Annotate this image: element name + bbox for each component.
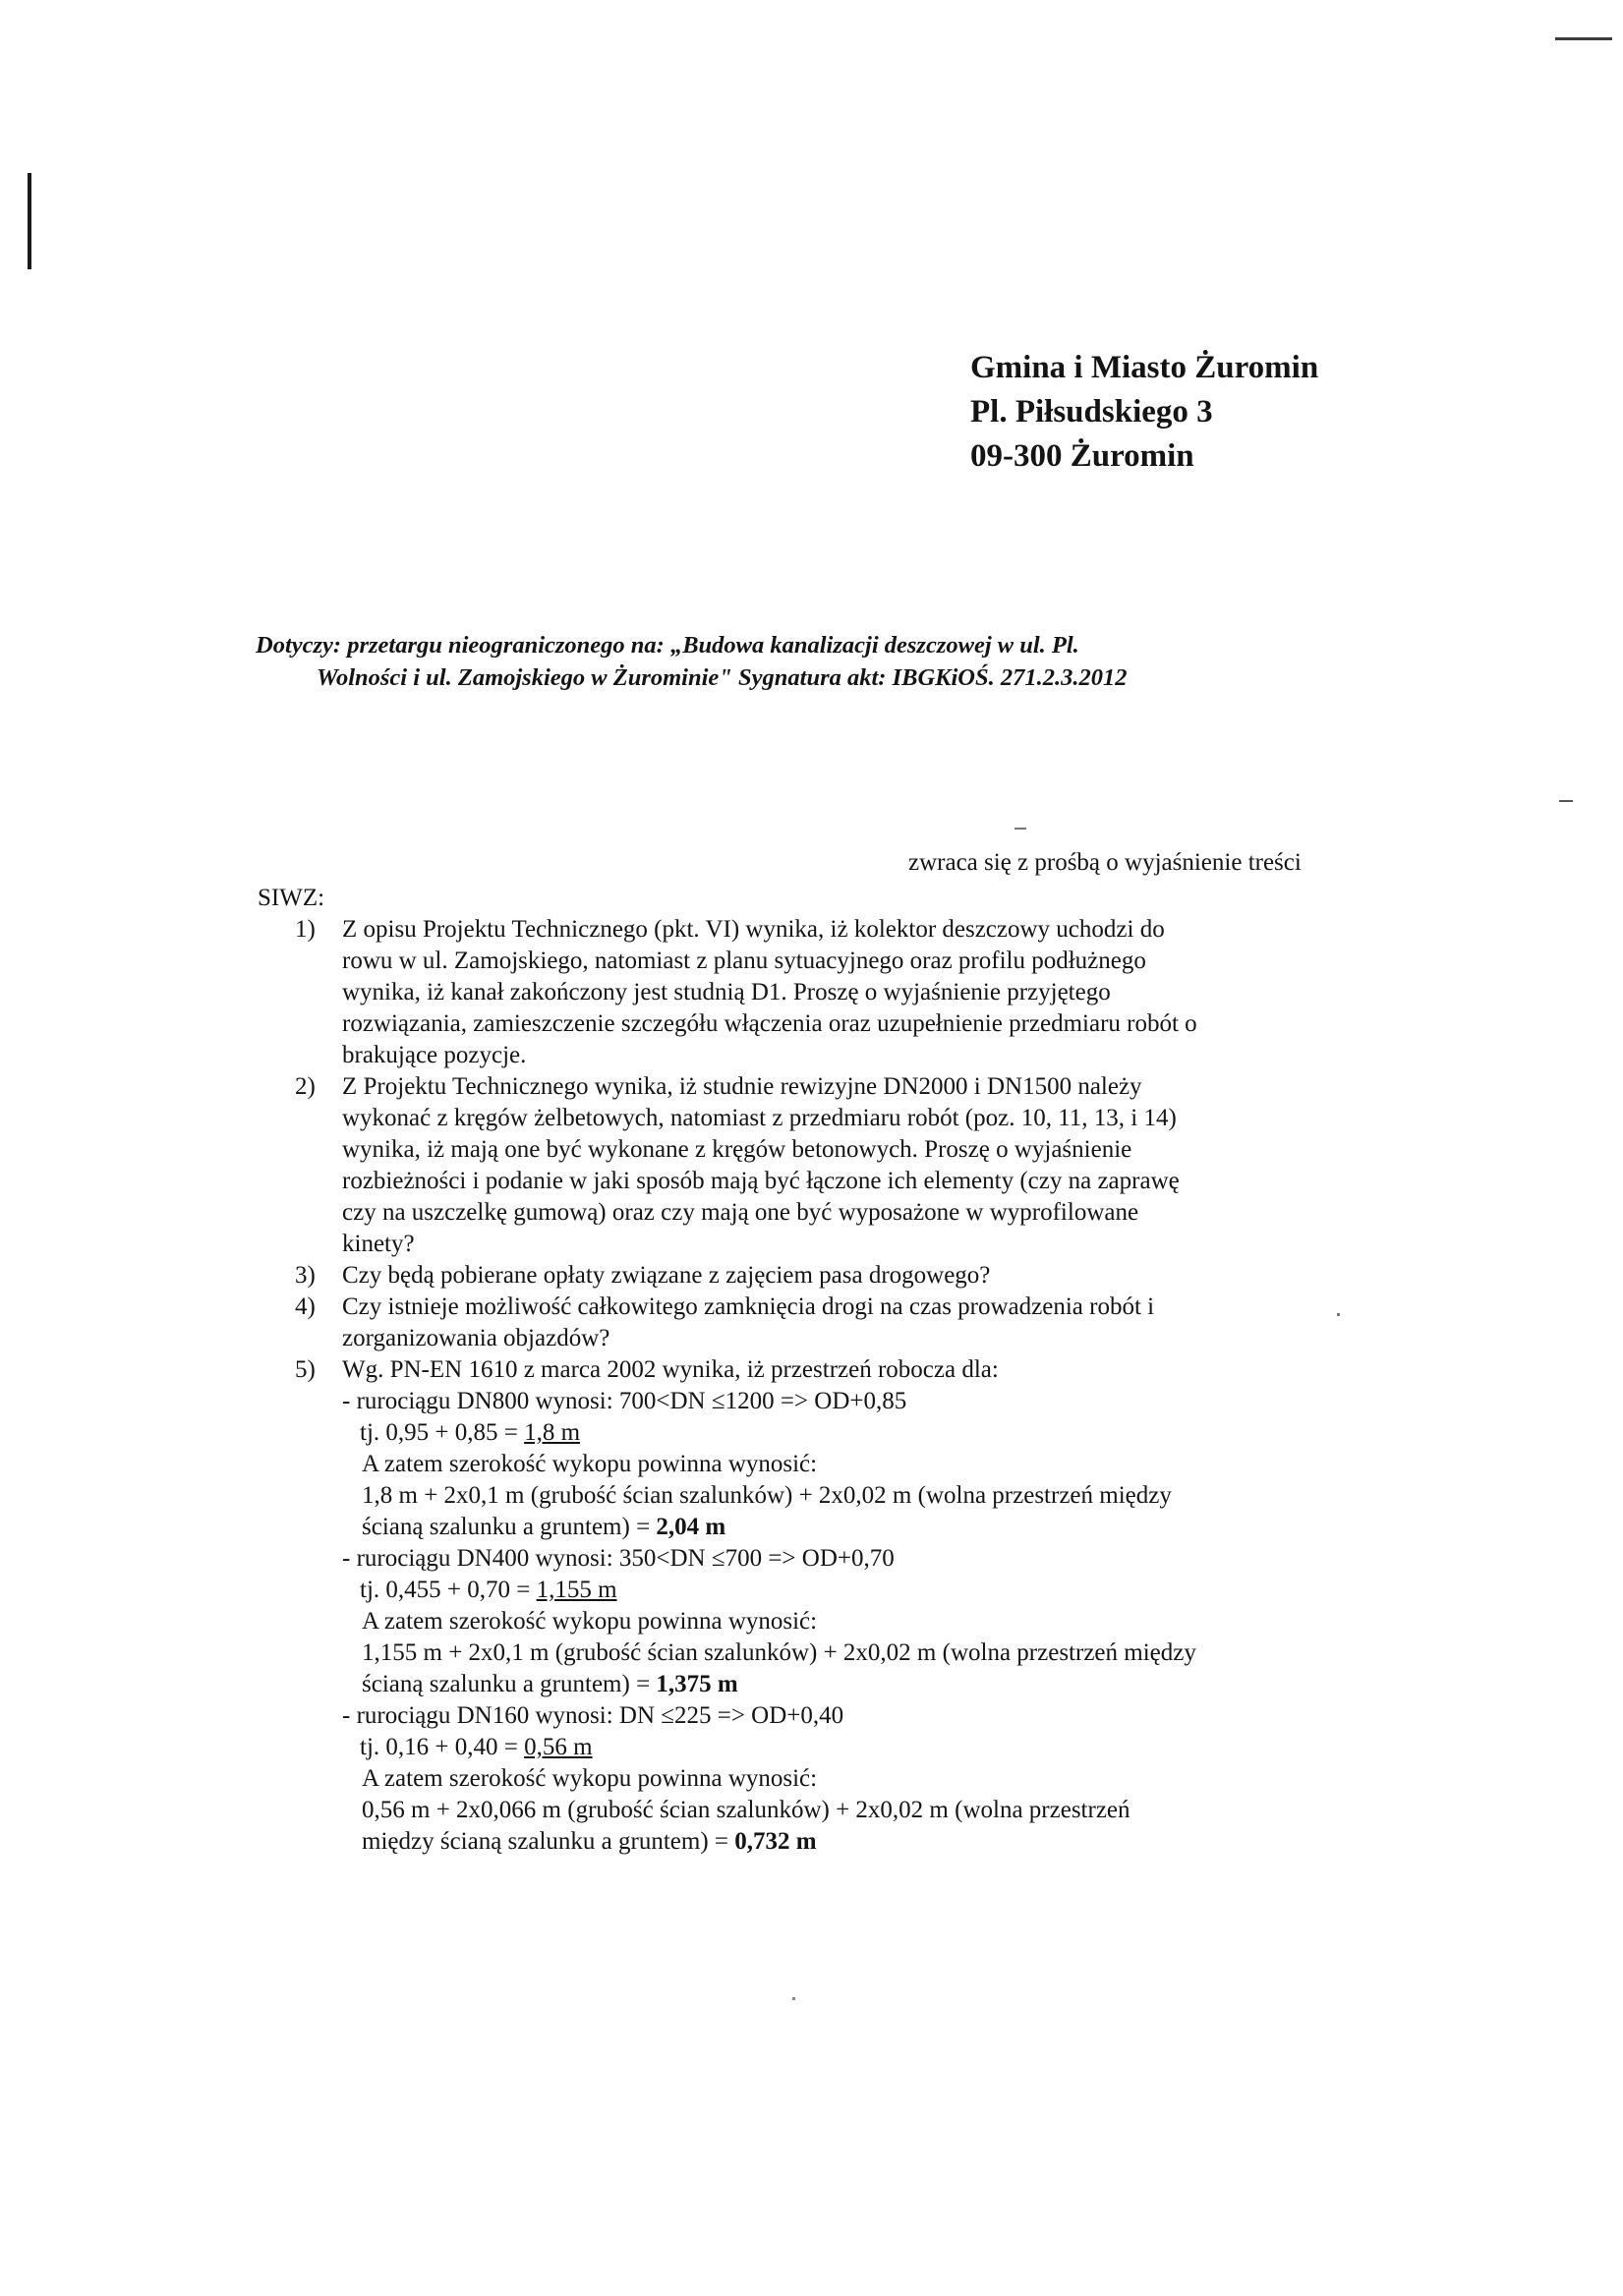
width-label: A zatem szerokość wykopu powinna wynosić: [362, 1608, 818, 1635]
calc-result: 1,155 m [536, 1577, 617, 1603]
calc-prefix: tj. 0,455 + 0,70 = [360, 1577, 537, 1603]
formula-line: 0,56 m + 2x0,066 m (grubość ścian szalunków) + 2x0,02 m (wolna przestrzeń [362, 1797, 1130, 1823]
question-line: Z Projektu Technicznego wynika, iż studnie rewizyjne DN2000 i DN1500 należy [342, 1073, 1142, 1100]
question-number: 5) [295, 1356, 316, 1383]
question-number: 2) [295, 1073, 316, 1100]
subject-line-2: Wolności i ul. Zamojskiego w Żurominie" Sygnatura akt: IBGKiOŚ. 271.2.3.2012 [317, 664, 1128, 691]
addressee-name: Gmina i Miasto Żuromin [970, 350, 1319, 385]
scan-artifact-top-right [1555, 37, 1612, 40]
question-number: 3) [295, 1262, 316, 1289]
pipe-dn160-block [342, 1700, 1401, 1858]
questions-list [285, 914, 1401, 1858]
question-line: rozwiązania, zamieszczenie szczegółu włączenia oraz uzupełnienie przedmiaru robót o [342, 1010, 1197, 1037]
intro-text: zwraca się z prośbą o wyjaśnienie treści [908, 849, 1302, 876]
question-item [285, 1292, 1401, 1354]
question-line: zorganizowania objazdów? [342, 1325, 610, 1351]
question-line: Wg. PN-EN 1610 z marca 2002 wynika, iż przestrzeń robocza dla: [342, 1356, 999, 1383]
formula-line [342, 1826, 1401, 1858]
addressee-block [970, 346, 1318, 479]
formula-prefix: między ścianą szalunku a gruntem) = [362, 1828, 735, 1855]
pipe-calc [342, 1417, 1401, 1449]
question-number: 1) [295, 916, 316, 943]
pipe-range: - rurociągu DN800 wynosi: 700<DN ≤1200 => OD+0,85 [342, 1388, 907, 1414]
question-item [285, 1071, 1401, 1260]
formula-line [342, 1669, 1401, 1700]
pipe-calc [342, 1732, 1401, 1763]
question-line: wynika, iż mają one być wykonane z kręgów betonowych. Proszę o wyjaśnienie [342, 1136, 1132, 1163]
width-label: A zatem szerokość wykopu powinna wynosić: [362, 1765, 818, 1792]
question-line: kinety? [342, 1231, 415, 1257]
addressee-street: Pl. Piłsudskiego 3 [970, 394, 1213, 430]
scan-artifact-left-bar [28, 173, 31, 269]
subject-block [256, 629, 1396, 694]
calc-prefix: tj. 0,16 + 0,40 = [360, 1734, 525, 1760]
pipe-dn400-block [342, 1543, 1401, 1700]
subject-line-1: Dotyczy: przetargu nieograniczonego na: „Budowa kanalizacji deszczowej w ul. Pl. [256, 632, 1079, 659]
formula-prefix: ścianą szalunku a gruntem) = [362, 1671, 657, 1697]
formula-line [342, 1512, 1401, 1543]
scan-artifact-speck [1014, 828, 1026, 830]
question-line: rozbieżności i podanie w jaki sposób mają być łączone ich elementy (czy na zaprawę [342, 1168, 1180, 1194]
calc-result: 1,8 m [524, 1419, 581, 1446]
width-label: A zatem szerokość wykopu powinna wynosić: [362, 1451, 818, 1477]
formula-result: 0,732 m [734, 1828, 817, 1855]
scan-artifact-speck [1559, 800, 1573, 802]
question-line: wykonać z kręgów żelbetowych, natomiast z przedmiaru robót (poz. 10, 11, 13, i 14) [342, 1105, 1177, 1131]
question-line: rowu w ul. Zamojskiego, natomiast z planu sytuacyjnego oraz profilu podłużnego [342, 947, 1146, 974]
formula-line: 1,8 m + 2x0,1 m (grubość ścian szalunków) + 2x0,02 m (wolna przestrzeń między [362, 1482, 1172, 1509]
formula-prefix: ścianą szalunku a gruntem) = [362, 1514, 657, 1540]
calc-prefix: tj. 0,95 + 0,85 = [360, 1419, 525, 1446]
question-item [285, 914, 1401, 1071]
pipe-calc [342, 1575, 1401, 1606]
question-item [285, 1260, 1401, 1292]
question-line: brakujące pozycje. [342, 1042, 527, 1068]
scan-artifact-speck [792, 1997, 795, 2000]
formula-result: 1,375 m [656, 1671, 738, 1697]
question-line: Z opisu Projektu Technicznego (pkt. VI) wynika, iż kolektor deszczowy uchodzi do [342, 916, 1165, 943]
question-line: czy na uszczelkę gumową) oraz czy mają one być wyposażone w wyprofilowane [342, 1199, 1139, 1226]
pipe-dn800-block [342, 1386, 1401, 1543]
formula-line: 1,155 m + 2x0,1 m (grubość ścian szalunków) + 2x0,02 m (wolna przestrzeń między [362, 1639, 1196, 1666]
formula-result: 2,04 m [656, 1514, 726, 1540]
pipe-range: - rurociągu DN160 wynosi: DN ≤225 => OD+0,40 [342, 1702, 844, 1729]
question-line: Czy będą pobierane opłaty związane z zajęciem pasa drogowego? [342, 1262, 991, 1289]
question-line: wynika, iż kanał zakończony jest studnią D1. Proszę o wyjaśnienie przyjętego [342, 979, 1111, 1005]
addressee-postal: 09-300 Żuromin [970, 438, 1194, 474]
question-item-5 [285, 1354, 1401, 1858]
pipe-range: - rurociągu DN400 wynosi: 350<DN ≤700 => OD+0,70 [342, 1545, 895, 1572]
question-number: 4) [295, 1293, 316, 1320]
calc-result: 0,56 m [524, 1734, 593, 1760]
siwz-label: SIWZ: [258, 885, 325, 911]
question-line: Czy istnieje możliwość całkowitego zamknięcia drogi na czas prowadzenia robót i [342, 1293, 1155, 1320]
